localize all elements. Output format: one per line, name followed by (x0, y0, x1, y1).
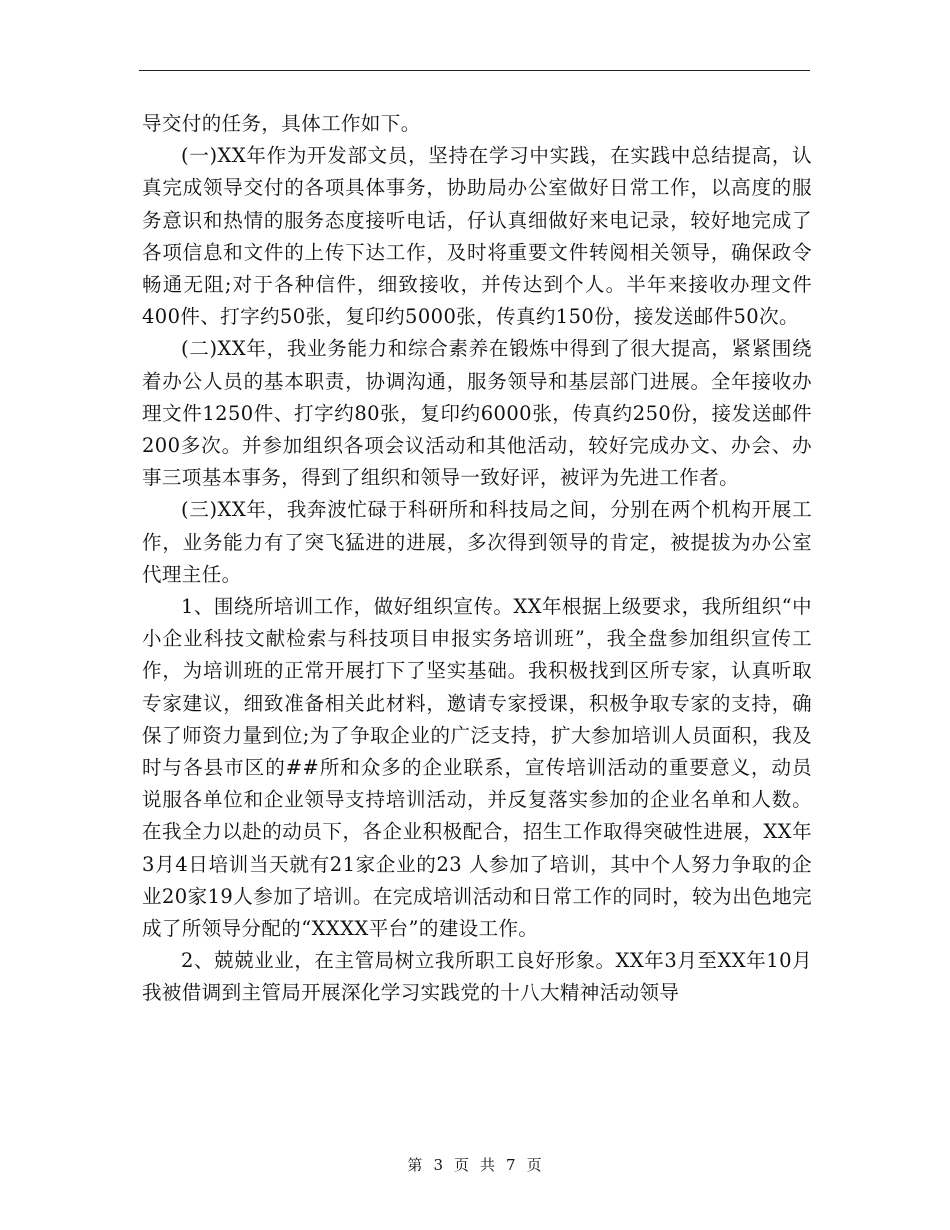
paragraph-section-2: (二)XX年，我业务能力和综合素养在锻炼中得到了很大提高，紧紧围绕着办公人员的基本职责，协调沟通，服务领导和基层部门进展。全年接收办理文件1250件、打字约80张，复印约6000张，传真约250份，接发送邮件200多次。并参加组织各项会议活动和其他活动，较好完成办文、办会、办事三项基本事务，得到了组织和领导一致好评，被评为先进工作者。 (142, 337, 812, 490)
page-number-footer (0, 1154, 950, 1175)
paragraph-section-1: (一)XX年作为开发部文员，坚持在学习中实践，在实践中总结提高，认真完成领导交付的各项具体事务，协助局办公室做好日常工作，以高度的服务意识和热情的服务态度接听电话，仔认真细做好来电记录，较好地完成了各项信息和文件的上传下达工作，及时将重要文件转阅相关领导，确保政令畅通无阻;对于各种信件，细致接收，并传达到个人。半年来接收办理文件400件、打字约50张，复印约5000张，传真约150份，接发送邮件50次。 (142, 144, 812, 329)
paragraph-section-3: (三)XX年，我奔波忙碌于科研所和科技局之间，分别在两个机构开展工作，业务能力有了突飞猛进的进展，多次得到领导的肯定，被提拔为办公室代理主任。 (142, 498, 812, 586)
document-body (142, 108, 812, 1010)
paragraph-item-1: 1、围绕所培训工作，做好组织宣传。XX年根据上级要求，我所组织“中小企业科技文献检索与科技项目申报实务培训班”，我全盘参加组织宣传工作，为培训班的正常开展打下了坚实基础。我积极找到区所专家，认真听取专家建议，细致准备相关此材料，邀请专家授课，积极争取专家的支持，确保了师资力量到位;为了争取企业的广泛支持，扩大参加培训人员面积，我及时与各县市区的##所和众多的企业联系，宣传培训活动的重要意义，动员说服各单位和企业领导支持培训活动，并反复落实参加的企业名单和人数。在我全力以赴的动员下，各企业积极配合，招生工作取得突破性进展，XX年3月4日培训当天就有21家企业的23 人参加了培训，其中个人努力争取的企业20家19人参加了培训。在完成培训活动和日常工作的同时，较为出色地完成了所领导分配的“XXXX平台”的建设工作。 (142, 595, 812, 941)
footer-label-suffix: 页 (526, 1156, 543, 1174)
footer-label-prefix: 第 (407, 1156, 424, 1174)
footer-label-mid2: 共 (480, 1156, 497, 1174)
header-rule (139, 70, 810, 71)
footer-current-page: 3 (433, 1156, 444, 1174)
paragraph-item-2: 2、兢兢业业，在主管局树立我所职工良好形象。XX年3月至XX年10月我被借调到主管局开展深化学习实践党的十八大精神活动领导 (142, 949, 812, 1005)
footer-label-mid1: 页 (453, 1156, 470, 1174)
paragraph-intro: 导交付的任务，具体工作如下。 (142, 112, 421, 135)
footer-total-pages: 7 (506, 1156, 517, 1174)
